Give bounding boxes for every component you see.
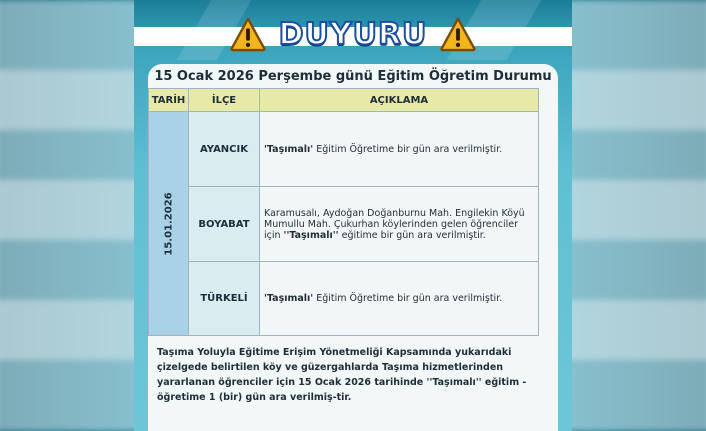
description-cell	[260, 187, 539, 262]
table-row	[149, 262, 539, 336]
district-cell: TÜRKELİ	[189, 262, 260, 336]
announcement-poster	[134, 0, 572, 431]
announcement-title: DUYURU	[278, 16, 428, 52]
announcement-header	[134, 12, 572, 56]
date-cell	[149, 112, 189, 336]
description-bold: 'Taşımalı'	[264, 293, 314, 304]
warning-icon	[439, 16, 477, 52]
description-text: Eğitim Öğretime bir gün ara verilmiştir.	[313, 143, 503, 155]
district-cell: AYANCIK	[189, 112, 260, 187]
district-cell: BOYABAT	[189, 187, 260, 262]
header-district: İLÇE	[189, 89, 260, 112]
description-cell	[260, 112, 539, 187]
description-text: Karamusalı, Aydoğan Doğanburnu Mah. Engilekin Köyü Mumullu Mah. Çukurhan köylerinden gelen öğrenciler için	[264, 207, 525, 241]
description-bold: ''Taşımalı''	[283, 229, 339, 241]
table-row	[149, 187, 539, 262]
table-row	[149, 112, 539, 187]
status-table	[148, 88, 539, 336]
description-text: eğitime bir gün ara verilmiştir.	[338, 229, 486, 241]
description-text: Eğitim Öğretime bir gün ara verilmiştir.	[313, 293, 503, 304]
header-date: TARİH	[149, 89, 189, 112]
table-header-row	[149, 89, 539, 112]
footer-note: Taşıma Yoluyla Eğitime Erişim Yönetmeliği Kapsamında yukarıdaki çizelgede belirtilen köy ve güzergahlarda Taşıma hizmetlerinden yararlanan öğrenciler için 15 Ocak 2026 tarihinde ''Taşımalı'' eğitim - öğretime 1 (bir) gün ara verilmiş-tir.	[157, 347, 527, 403]
card-title: 15 Ocak 2026 Perşembe günü Eğitim Öğretim Durumu	[154, 69, 552, 84]
description-cell	[260, 262, 539, 336]
warning-icon	[229, 16, 267, 52]
header-description: AÇIKLAMA	[260, 89, 539, 112]
date-value: 15.01.2026	[163, 191, 174, 256]
status-card	[148, 64, 558, 431]
description-bold: 'Taşımalı'	[264, 143, 314, 155]
